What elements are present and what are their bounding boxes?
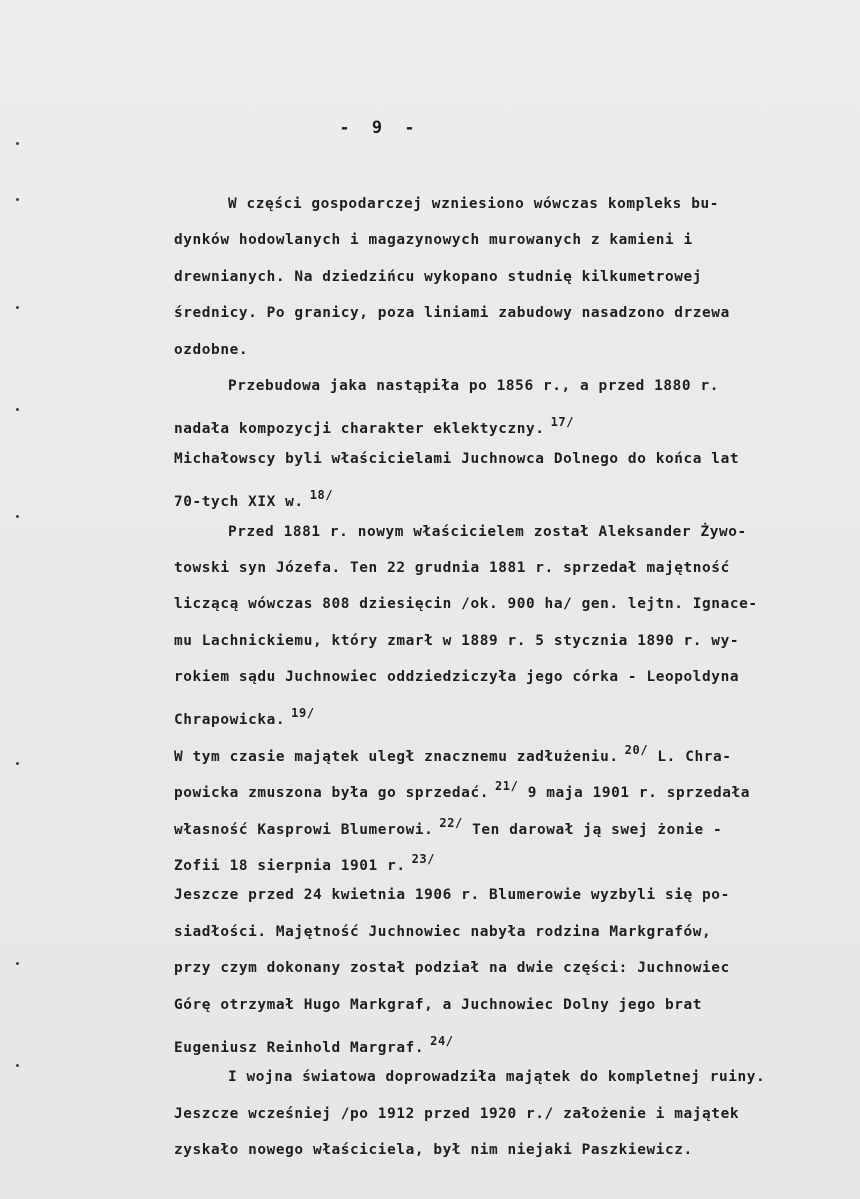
- margin-mark: [16, 1064, 19, 1067]
- margin-mark: [16, 762, 19, 765]
- line-text: Zofii 18 sierpnia 1901 r.: [174, 858, 406, 875]
- line-text-after-footnote: 9 maja 1901 r. sprzedała: [518, 785, 751, 802]
- text-line: [174, 695, 836, 731]
- line-text: towski syn Józefa. Ten 22 grudnia 1881 r. sprzedał majętność: [174, 559, 730, 576]
- line-text: zyskało nowego właściciela, był nim niejaki Paszkiewicz.: [174, 1142, 693, 1159]
- margin-mark: [16, 142, 19, 145]
- text-line: [174, 222, 836, 258]
- margin-mark: [16, 515, 19, 518]
- line-text: powicka zmuszona była go sprzedać.: [174, 785, 489, 802]
- text-line: [174, 477, 836, 513]
- line-text: Górę otrzymał Hugo Markgraf, a Juchnowiec Dolny jego brat: [174, 996, 703, 1013]
- footnote-reference: 20/: [624, 742, 649, 757]
- line-text: Michałowscy byli właścicielami Juchnowca Dolnego do końca lat: [174, 450, 740, 467]
- line-text: 70-tych XIX w.: [174, 494, 304, 511]
- text-line: [174, 1023, 836, 1059]
- margin-mark: [16, 962, 19, 965]
- text-line: [174, 914, 836, 950]
- text-body: [174, 186, 836, 1169]
- line-text-after-footnote: Ten darował ją swej żonie -: [462, 821, 723, 838]
- line-text: Przebudowa jaka nastąpiła po 1856 r., a przed 1880 r.: [228, 377, 719, 394]
- footnote-reference: 17/: [550, 415, 575, 430]
- line-text: średnicy. Po granicy, poza liniami zabudowy nasadzono drzewa: [174, 305, 730, 322]
- text-line: [174, 1059, 836, 1095]
- text-line: [174, 186, 836, 222]
- footnote-reference: 21/: [494, 779, 519, 794]
- page-number: - 9 -: [339, 118, 421, 138]
- text-line: [174, 805, 836, 841]
- text-line: [174, 441, 836, 477]
- text-line: [174, 950, 836, 986]
- text-line: [174, 586, 836, 622]
- text-line: [174, 1096, 836, 1132]
- line-text: liczącą wówczas 808 dziesięcin /ok. 900 ha/ gen. lejtn. Ignace-: [174, 596, 758, 613]
- footnote-reference: 18/: [309, 488, 334, 503]
- line-text: Jeszcze wcześniej /po 1912 przed 1920 r./ założenie i majątek: [174, 1105, 740, 1122]
- footnote-reference: 19/: [291, 706, 315, 721]
- text-line: [174, 987, 836, 1023]
- line-text: nadała kompozycji charakter eklektyczny.: [174, 421, 545, 438]
- line-text: W tym czasie majątek uległ znacznemu zadłużeniu.: [174, 748, 619, 765]
- text-line: [174, 768, 836, 804]
- margin-mark: [16, 306, 19, 309]
- line-text: Przed 1881 r. nowym właścicielem został Aleksander Żywo-: [228, 523, 747, 540]
- line-text: I wojna światowa doprowadziła majątek do kompletnej ruiny.: [228, 1069, 766, 1086]
- line-text: W części gospodarczej wzniesiono wówczas kompleks bu-: [228, 196, 719, 212]
- text-line: [174, 295, 836, 331]
- line-text: Chrapowicka.: [174, 712, 286, 729]
- line-text: dynków hodowlanych i magazynowych murowanych z kamieni i: [174, 232, 693, 249]
- text-line: [174, 514, 836, 550]
- text-line: [174, 1132, 836, 1168]
- text-line: [174, 877, 836, 913]
- text-line: [174, 332, 836, 368]
- line-text: Eugeniusz Reinhold Margraf.: [174, 1039, 425, 1056]
- line-text: Jeszcze przed 24 kwietnia 1906 r. Blumerowie wyzbyli się po-: [174, 887, 730, 904]
- text-line: [174, 550, 836, 586]
- footnote-reference: 22/: [439, 815, 463, 830]
- text-line: [174, 368, 836, 404]
- footnote-reference: 24/: [430, 1033, 454, 1048]
- line-text: siadłości. Majętność Juchnowiec nabyła rodzina Markgrafów,: [174, 923, 712, 940]
- text-line: [174, 623, 836, 659]
- line-text: własność Kasprowi Blumerowi.: [174, 821, 434, 838]
- text-line: [174, 404, 836, 440]
- text-line: [174, 732, 836, 768]
- line-text-after-footnote: L. Chra-: [648, 748, 732, 765]
- line-text: ozdobne.: [174, 341, 249, 358]
- footnote-reference: 23/: [411, 852, 436, 867]
- margin-mark: [16, 408, 19, 411]
- text-line: [174, 259, 836, 295]
- line-text: drewnianych. Na dziedzińcu wykopano studnię kilkumetrowej: [174, 268, 703, 285]
- text-line: [174, 841, 836, 877]
- line-text: przy czym dokonany został podział na dwie części: Juchnowiec: [174, 960, 730, 977]
- line-text: mu Lachnickiemu, który zmarł w 1889 r. 5 stycznia 1890 r. wy-: [174, 632, 740, 649]
- line-text: rokiem sądu Juchnowiec oddziedziczyła jego córka - Leopoldyna: [174, 669, 740, 686]
- margin-mark: [16, 198, 19, 201]
- text-line: [174, 659, 836, 695]
